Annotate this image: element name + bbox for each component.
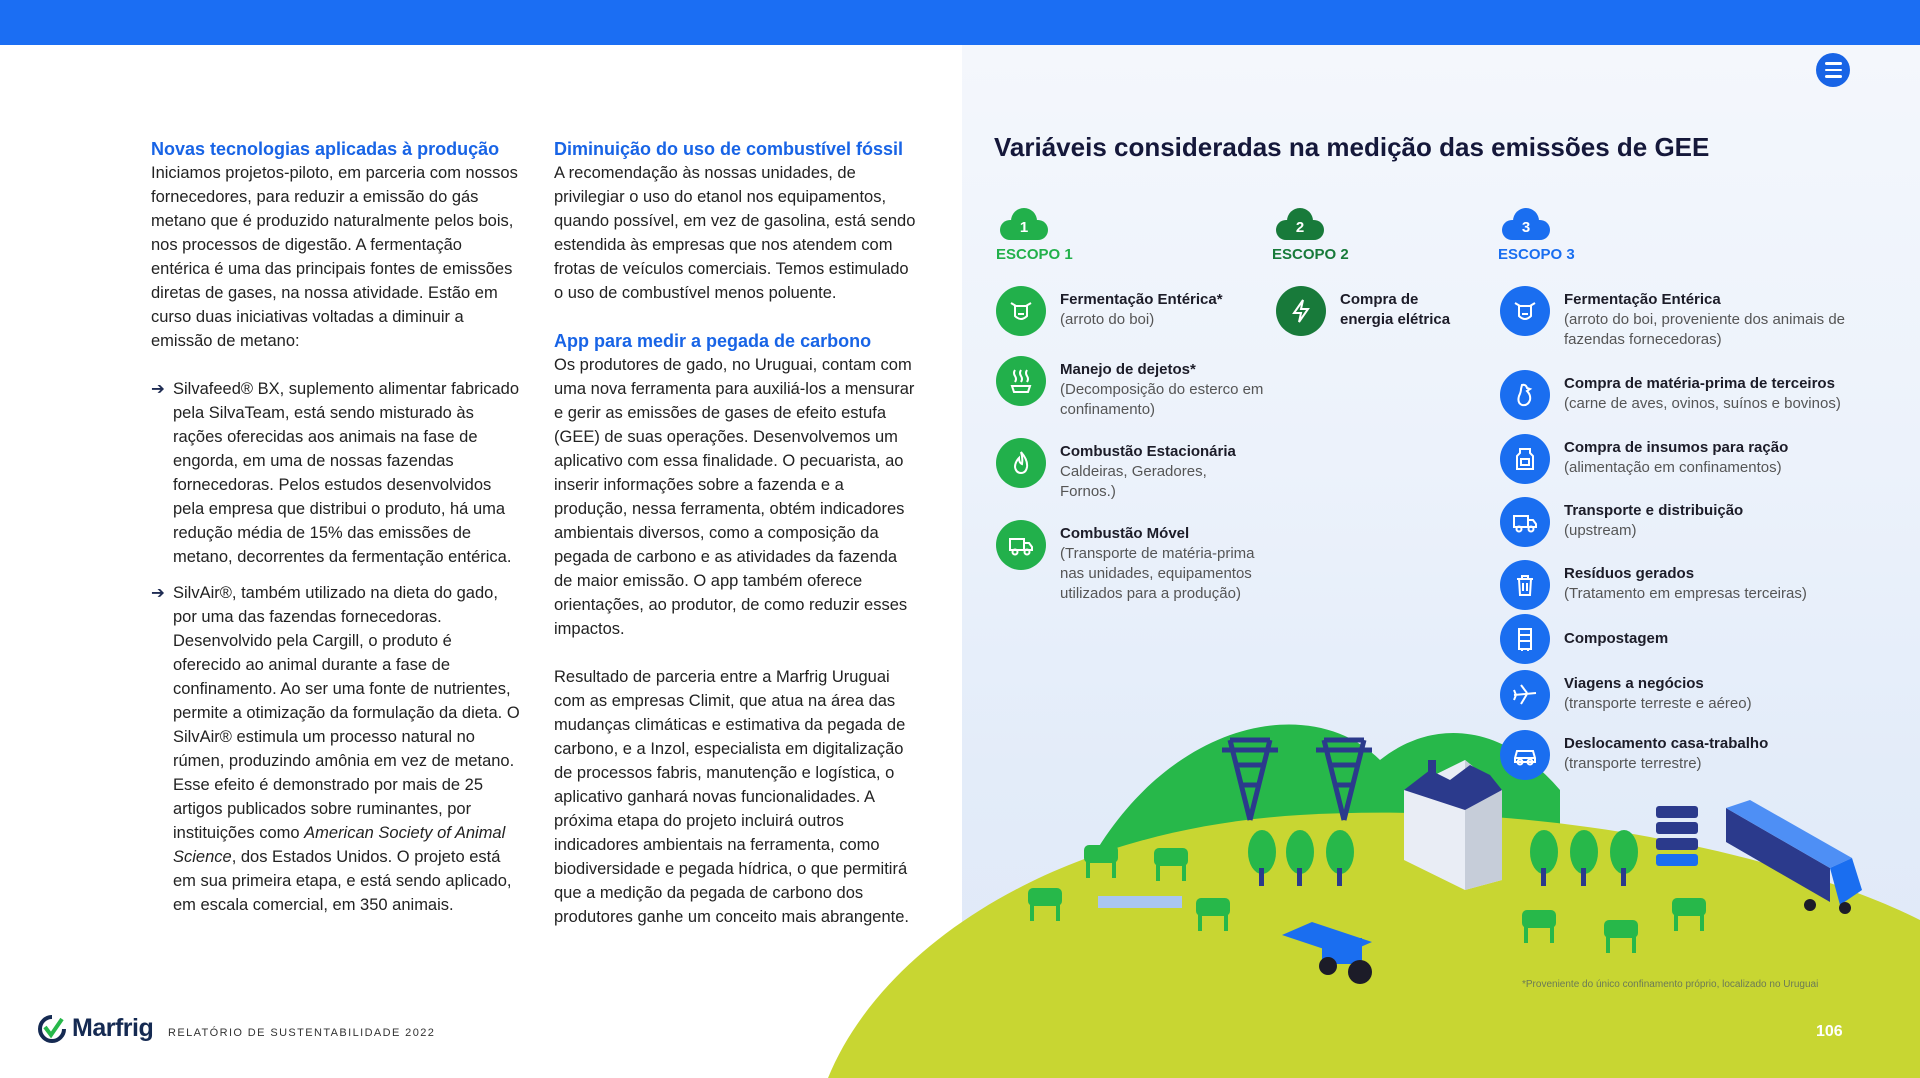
flame-icon [996, 438, 1046, 488]
silo-stack-icon [1656, 806, 1698, 866]
scope3-item-transporte: Transporte e distribuição (upstream) [1500, 497, 1880, 547]
marfrig-logo[interactable] [36, 1014, 153, 1043]
cloud-icon: 3 [1498, 206, 1554, 242]
heading-novas-tecnologias: Novas tecnologias aplicadas à produção [151, 139, 500, 159]
scope1-item-fermentacao: Fermentação Entérica* (arroto do boi) [996, 286, 1266, 336]
menu-line [1825, 75, 1842, 78]
intro-paragraph: Iniciamos projetos-piloto, em parceria com nossos fornecedores, para reduzir a emissão do gás metano que é produzido naturalmente pelos bois, nos processos de digestão. A fermentação entérica é uma das principais fontes de emissões diretas de gases, na nossa atividade. Estão em curso duas iniciativas voltadas a diminuir a emissão de metano: [151, 164, 518, 350]
scope-3-header [1498, 206, 1618, 263]
car-icon [1500, 730, 1550, 780]
report-label: RELATÓRIO DE SUSTENTABILIDADE 2022 [168, 1027, 436, 1039]
logo-mark-icon [36, 1015, 68, 1043]
paragraph-app: Os produtores de gado, no Uruguai, contam com uma nova ferramenta para auxiliá-los a mensurar e gerir as emissões de gases de efeito estufa (GEE) de suas operações. Desenvolvemos um aplicativo com essa finalidade. O pecuarista, ao inserir informações sobre a fazenda e a produção, nessa ferramenta, obtém indicadores ambientais diversos, como a composição da pegada de carbono e as atividades da fazenda de maior emissão. O app também oferece orientações, ao produtor, de como reduzir esses impactos. [554, 356, 915, 638]
cloud-icon: 2 [1272, 206, 1328, 242]
scope3-item-deslocamento: Deslocamento casa-trabalho (transporte terrestre) [1500, 730, 1880, 780]
scope3-item-compostagem: Compostagem [1500, 614, 1880, 664]
scope-2-label: ESCOPO 2 [1272, 246, 1349, 263]
cloud-icon: 1 [996, 206, 1052, 242]
bullet-text: Silvafeed® BX, suplemento alimentar fabricado pela SilvaTeam, está sendo misturado às rações oferecidas aos animais na fase de engorda, em uma de nossas fazendas fornecedoras. Pelos estudos desenvolvidos pela empresa que distribui o produto, há uma redução média de 15% das emissões de metano, decorrentes da fermentação entérica. [173, 380, 520, 566]
scope-2-header [1272, 206, 1392, 263]
chicken-icon [1500, 370, 1550, 420]
paragraph-combustivel: A recomendação às nossas unidades, de privilegiar o uso do etanol nos equipamentos, quando possível, em vez de gasolina, está sendo estendida às empresas que nos atendem com frotas de veículos comerciais. Temos estimulado o uso de combustível menos poluente. [554, 164, 916, 302]
bullet-text: SilvAir®, também utilizado na dieta do gado, por uma das fazendas fornecedoras. Desenvolvido pela Cargill, o produto é oferecido ao animal durante a fase de confinamento. Ao ser uma fonte de nutrientes, permite a otimização da formulação da dieta. O SilvAir® estimula um processo natural no rúmen, produzindo amônia em vez de metano. Esse efeito é demonstrado por mais de 25 artigos publicados sobre ruminantes, por instituições como American Society of Animal Science, dos Estados Unidos. O projeto está em sua primeira etapa, e está sendo aplicado, em escala comercial, em 350 animais. [173, 584, 520, 914]
hamburger-menu-icon[interactable] [1816, 53, 1850, 87]
heading-app-carbono: App para medir a pegada de carbono [554, 331, 872, 351]
menu-line [1825, 62, 1842, 65]
scope3-item-insumos: Compra de insumos para ração (alimentação em confinamentos) [1500, 434, 1880, 484]
scope1-item-dejetos: Manejo de dejetos* (Decomposição do esterco em confinamento) [996, 356, 1266, 420]
section-title: Variáveis consideradas na medição das emissões de GEE [994, 132, 1710, 162]
scope3-item-residuos: Resíduos gerados (Tratamento em empresas terceiras) [1500, 560, 1880, 610]
compost-icon [1500, 614, 1550, 664]
page-number: 106 [1816, 1023, 1843, 1040]
menu-line [1825, 69, 1842, 72]
airplane-icon [1500, 670, 1550, 720]
scope-1-label: ESCOPO 1 [996, 246, 1073, 263]
lightning-icon [1276, 286, 1326, 336]
feed-bag-icon [1500, 434, 1550, 484]
heading-combustivel: Diminuição do uso de combustível fóssil [554, 139, 904, 159]
scope-3-label: ESCOPO 3 [1498, 246, 1575, 263]
truck-icon [996, 520, 1046, 570]
footnote: *Proveniente do único confinamento próprio, localizado no Uruguai [1522, 979, 1819, 990]
truck-icon [1500, 497, 1550, 547]
scope3-item-viagens: Viagens a negócios (transporte terreste e aéreo) [1500, 670, 1880, 720]
cow-icon [1500, 286, 1550, 336]
trash-icon [1500, 560, 1550, 610]
scope3-item-fermentacao: Fermentação Entérica (arroto do boi, proveniente dos animais de fazendas fornecedoras) [1500, 286, 1880, 350]
paragraph-parceria: Resultado de parceria entre a Marfrig Uruguai com as empresas Climit, que atua na área das mudanças climáticas e estimativa da pegada de carbono, e a Inzol, especialista em digitalização de processos fabris, manutenção e logística, o aplicativo ganhará novas funcionalidades. A próxima etapa do projeto incluirá outros indicadores ambientais na ferramenta, como biodiversidade e pegada hídrica, o que permitirá que a medição da pegada de carbono dos produtores ganhe um conceito mais abrangente. [554, 668, 909, 926]
arrow-icon: ➔ [151, 380, 165, 398]
scope3-item-materia-prima: Compra de matéria-prima de terceiros (carne de aves, ovinos, suínos e bovinos) [1500, 370, 1910, 420]
logo-text: Marfrig [72, 1014, 154, 1042]
scope2-item-energia: Compra de energia elétrica [1276, 286, 1476, 336]
cow-icon [996, 286, 1046, 336]
water-trough [1098, 896, 1182, 908]
arrow-icon: ➔ [151, 584, 165, 602]
scope1-item-movel: Combustão Móvel (Transporte de matéria-prima nas unidades, equipamentos utilizados para a produção) [996, 520, 1266, 604]
scope1-item-estacionaria: Combustão Estacionária Caldeiras, Geradores, Fornos.) [996, 438, 1266, 502]
manure-icon [996, 356, 1046, 406]
scope-1-header [996, 206, 1116, 263]
